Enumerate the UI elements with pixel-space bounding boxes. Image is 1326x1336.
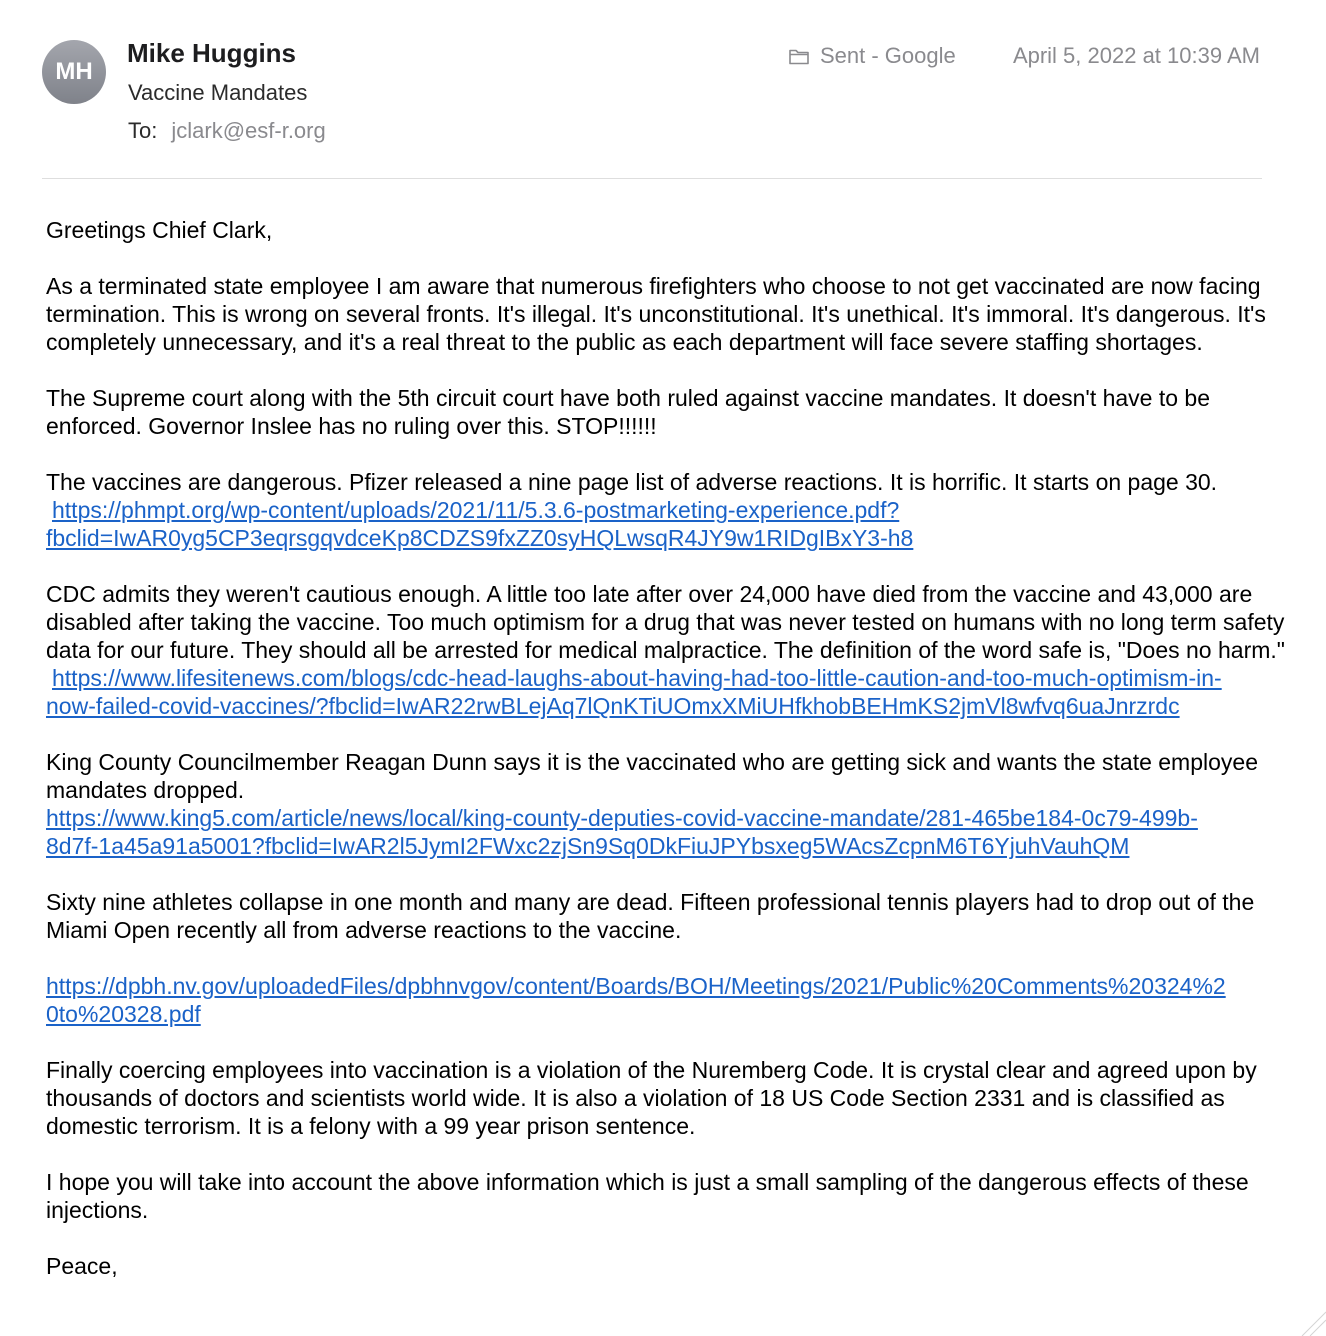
resize-corner-icon[interactable] (1296, 1306, 1326, 1336)
message-header (0, 0, 1326, 180)
link-king5-line2: 8d7f-1a45a91a5001?fbclid=IwAR2l5JymI2FWxc2zjSn9Sq0DkFiuJPYbsxeg5WAcsZcpnM6T6YjuhVauhQM (46, 833, 1130, 859)
link-pfizer-pdf[interactable] (46, 496, 1286, 552)
recipient-address[interactable]: jclark@esf-r.org (171, 118, 326, 143)
folder-icon (788, 45, 810, 67)
paragraph-king-county (46, 748, 1286, 860)
to-label: To: (128, 118, 158, 143)
link-pfizer-line2: fbclid=IwAR0yg5CP3eqrsgqvdceKp8CDZS9fxZZ0syHQLwsqR4JY9w1RIDgIBxY3-h8 (46, 525, 914, 551)
paragraph-athletes: Sixty nine athletes collapse in one month and many are dead. Fifteen professional tennis players had to drop out of the Miami Open recently all from adverse reactions to the vaccine. (46, 889, 1255, 943)
signoff: Peace, (46, 1253, 118, 1279)
paragraph-cdc-text: CDC admits they weren't cautious enough. A little too late after over 24,000 have died from the vaccine and 43,000 are disabled after taking the vaccine. Too much optimism for a drug that was never tested on humans with no long term safety data for our future. They should all be arrested for medical malpractice. The definition of the word safe is, "Does no harm." (46, 581, 1285, 663)
link-lifesitenews[interactable] (46, 664, 1286, 720)
mailbox-name: Sent - Google (820, 43, 956, 68)
mailbox-label[interactable] (788, 43, 956, 69)
link-lifesitenews-line1: https://www.lifesitenews.com/blogs/cdc-head-laughs-about-having-had-too-little-caution-and-too-much-optimism-in- (52, 665, 1222, 691)
avatar: MH (42, 40, 106, 104)
paragraph-court-ruling: The Supreme court along with the 5th circuit court have both ruled against vaccine mandates. It doesn't have to be enforced. Governor Inslee has no ruling over this. STOP!!!!!! (46, 385, 1211, 439)
paragraph-dpbh-link (46, 972, 1286, 1028)
link-dpbh-line2: 0to%20328.pdf (46, 1001, 201, 1027)
greeting: Greetings Chief Clark, (46, 217, 273, 243)
link-lifesitenews-line2: now-failed-covid-vaccines/?fbclid=IwAR22rwBLejAq7lQnKTiUOmxXMiUHfkhobBEHmKS2jmVl8wfvq6uaJnrzrdc (46, 693, 1180, 719)
link-dpbh-line1: https://dpbh.nv.gov/uploadedFiles/dpbhnvgov/content/Boards/BOH/Meetings/2021/Public%20Comments%20324%2 (46, 973, 1226, 999)
paragraph-termination: As a terminated state employee I am aware that numerous firefighters who choose to not get vaccinated are now facing termination. This is wrong on several fronts. It's illegal. It's unconstitutional. It's unethical. It's immoral. It's dangerous. It's completely unnecessary, and it's a real threat to the public as each department will face severe staffing shortages. (46, 273, 1266, 355)
paragraph-closing: I hope you will take into account the above information which is just a small sampling of the dangerous effects of these injections. (46, 1169, 1249, 1223)
header-divider (42, 178, 1262, 179)
message-body (46, 216, 1286, 1308)
paragraph-pfizer-text: The vaccines are dangerous. Pfizer released a nine page list of adverse reactions. It is horrific. It starts on page 30. (46, 469, 1218, 495)
link-king5[interactable] (46, 804, 1286, 860)
link-dpbh-pdf[interactable] (46, 972, 1286, 1028)
paragraph-king-county-text: King County Councilmember Reagan Dunn says it is the vaccinated who are getting sick and wants the state employee mandates dropped. (46, 749, 1258, 803)
message-date: April 5, 2022 at 10:39 AM (1012, 43, 1260, 68)
paragraph-nuremberg: Finally coercing employees into vaccination is a violation of the Nuremberg Code. It is crystal clear and agreed upon by thousands of doctors and scientists world wide. It is also a violation of 18 US Code Section 2331 and is classified as domestic terrorism. It is a felony with a 99 year prison sentence. (46, 1057, 1257, 1139)
link-pfizer-line1: https://phmpt.org/wp-content/uploads/2021/11/5.3.6-postmarketing-experience.pdf? (52, 497, 900, 523)
recipient-line (128, 118, 326, 144)
message-subject: Vaccine Mandates (128, 80, 308, 105)
paragraph-pfizer (46, 468, 1286, 552)
sender-name[interactable]: Mike Huggins (127, 38, 297, 68)
paragraph-cdc (46, 580, 1286, 720)
link-king5-line1: https://www.king5.com/article/news/local/king-county-deputies-covid-vaccine-mandate/281-465be184-0c79-499b- (46, 805, 1198, 831)
